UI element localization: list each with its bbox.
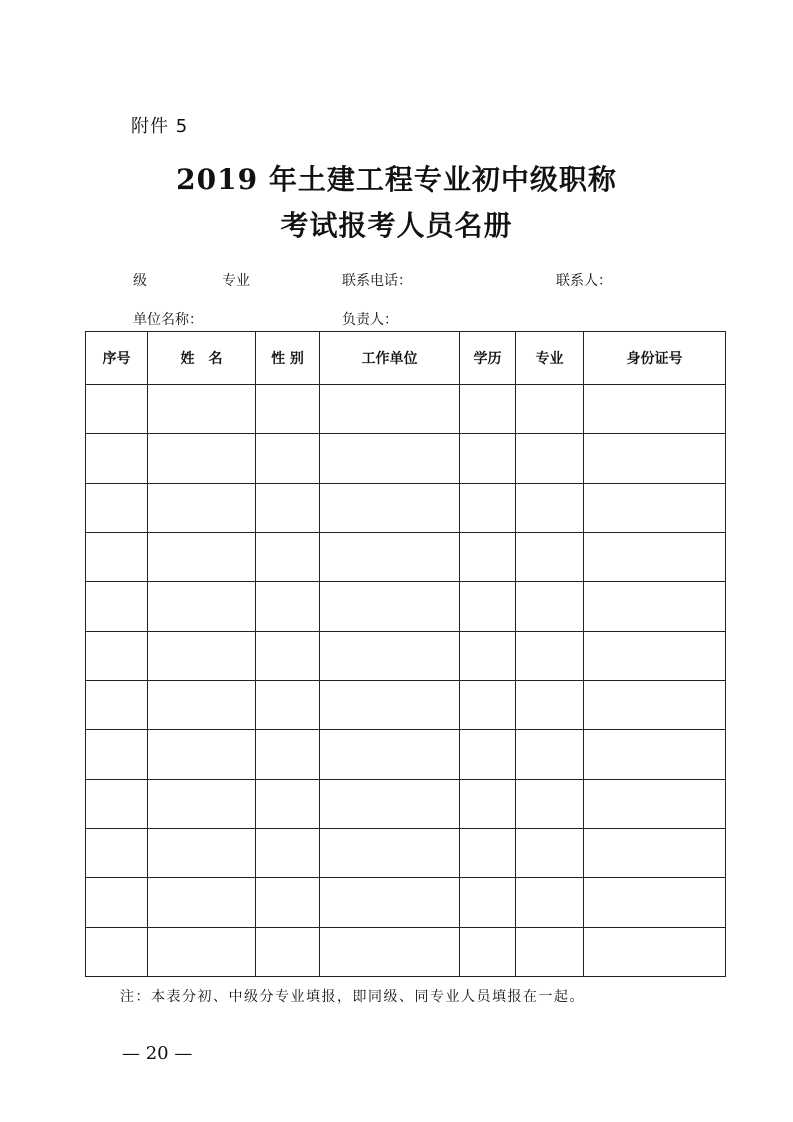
table-row [86,680,726,729]
column-header-id-number: 身份证号 [584,332,726,385]
document-title-line-2: 考试报考人员名册 [280,209,513,242]
cell-serial [86,828,148,877]
cell-workplace [320,927,460,976]
cell-major [516,582,584,631]
cell-name [148,680,256,729]
cell-id-number [584,631,726,680]
cell-education [460,483,516,532]
cell-id-number [584,532,726,581]
cell-education [460,532,516,581]
cell-serial [86,878,148,927]
cell-id-number [584,927,726,976]
cell-id-number [584,483,726,532]
cell-name [148,828,256,877]
major-label: 专业 [222,273,250,289]
table-row [86,532,726,581]
cell-name [148,927,256,976]
cell-name [148,779,256,828]
cell-name [148,878,256,927]
cell-workplace [320,532,460,581]
cell-id-number [584,779,726,828]
cell-workplace [320,779,460,828]
cell-serial [86,631,148,680]
cell-gender [256,385,320,434]
cell-major [516,779,584,828]
page-number: — 20 — [122,1043,193,1064]
cell-id-number [584,680,726,729]
cell-workplace [320,680,460,729]
cell-gender [256,779,320,828]
table-row [86,385,726,434]
table-row [86,878,726,927]
cell-gender [256,730,320,779]
cell-serial [86,582,148,631]
cell-serial [86,532,148,581]
cell-id-number [584,385,726,434]
cell-major [516,532,584,581]
column-header-gender: 性 别 [256,332,320,385]
cell-gender [256,532,320,581]
table-row [86,779,726,828]
cell-major [516,434,584,483]
cell-id-number [584,878,726,927]
cell-gender [256,483,320,532]
cell-major [516,927,584,976]
cell-gender [256,878,320,927]
cell-workplace [320,434,460,483]
phone-label: 联系电话： [342,273,412,289]
level-label: 级 [133,273,147,289]
table-row [86,582,726,631]
table-body [86,385,726,977]
cell-gender [256,927,320,976]
cell-serial [86,483,148,532]
cell-id-number [584,730,726,779]
cell-education [460,582,516,631]
attachment-label: 附件 5 [131,116,189,137]
cell-education [460,878,516,927]
cell-serial [86,779,148,828]
cell-major [516,385,584,434]
cell-workplace [320,878,460,927]
cell-major [516,878,584,927]
cell-major [516,483,584,532]
cell-name [148,434,256,483]
cell-serial [86,385,148,434]
cell-name [148,532,256,581]
cell-workplace [320,582,460,631]
cell-serial [86,927,148,976]
cell-gender [256,828,320,877]
cell-workplace [320,828,460,877]
cell-workplace [320,631,460,680]
registration-table [85,331,726,977]
cell-id-number [584,434,726,483]
cell-gender [256,680,320,729]
person-in-charge-label: 负责人： [342,312,398,328]
cell-name [148,385,256,434]
table-row [86,631,726,680]
cell-name [148,730,256,779]
cell-education [460,730,516,779]
table-row [86,483,726,532]
cell-gender [256,631,320,680]
document-title-line-1: 2019 年土建工程专业初中级职称 [176,163,617,196]
cell-name [148,582,256,631]
cell-serial [86,434,148,483]
cell-major [516,828,584,877]
column-header-workplace: 工作单位 [320,332,460,385]
cell-major [516,730,584,779]
cell-education [460,927,516,976]
cell-workplace [320,483,460,532]
column-header-name: 姓 名 [148,332,256,385]
cell-education [460,828,516,877]
table-row [86,434,726,483]
cell-name [148,483,256,532]
cell-education [460,385,516,434]
column-header-serial: 序号 [86,332,148,385]
cell-serial [86,730,148,779]
table-row [86,828,726,877]
cell-education [460,434,516,483]
cell-education [460,631,516,680]
cell-workplace [320,385,460,434]
cell-education [460,680,516,729]
column-header-major: 专业 [516,332,584,385]
table-row [86,927,726,976]
footnote: 注：本表分初、中级分专业填报，即同级、同专业人员填报在一起。 [120,989,585,1005]
cell-name [148,631,256,680]
cell-workplace [320,730,460,779]
table-row [86,730,726,779]
column-header-education: 学历 [460,332,516,385]
cell-id-number [584,582,726,631]
cell-major [516,680,584,729]
cell-major [516,631,584,680]
cell-id-number [584,828,726,877]
cell-education [460,779,516,828]
cell-gender [256,582,320,631]
unit-name-label: 单位名称： [133,312,203,328]
contact-person-label: 联系人： [556,273,612,289]
cell-serial [86,680,148,729]
table-header-row [86,332,726,385]
cell-gender [256,434,320,483]
